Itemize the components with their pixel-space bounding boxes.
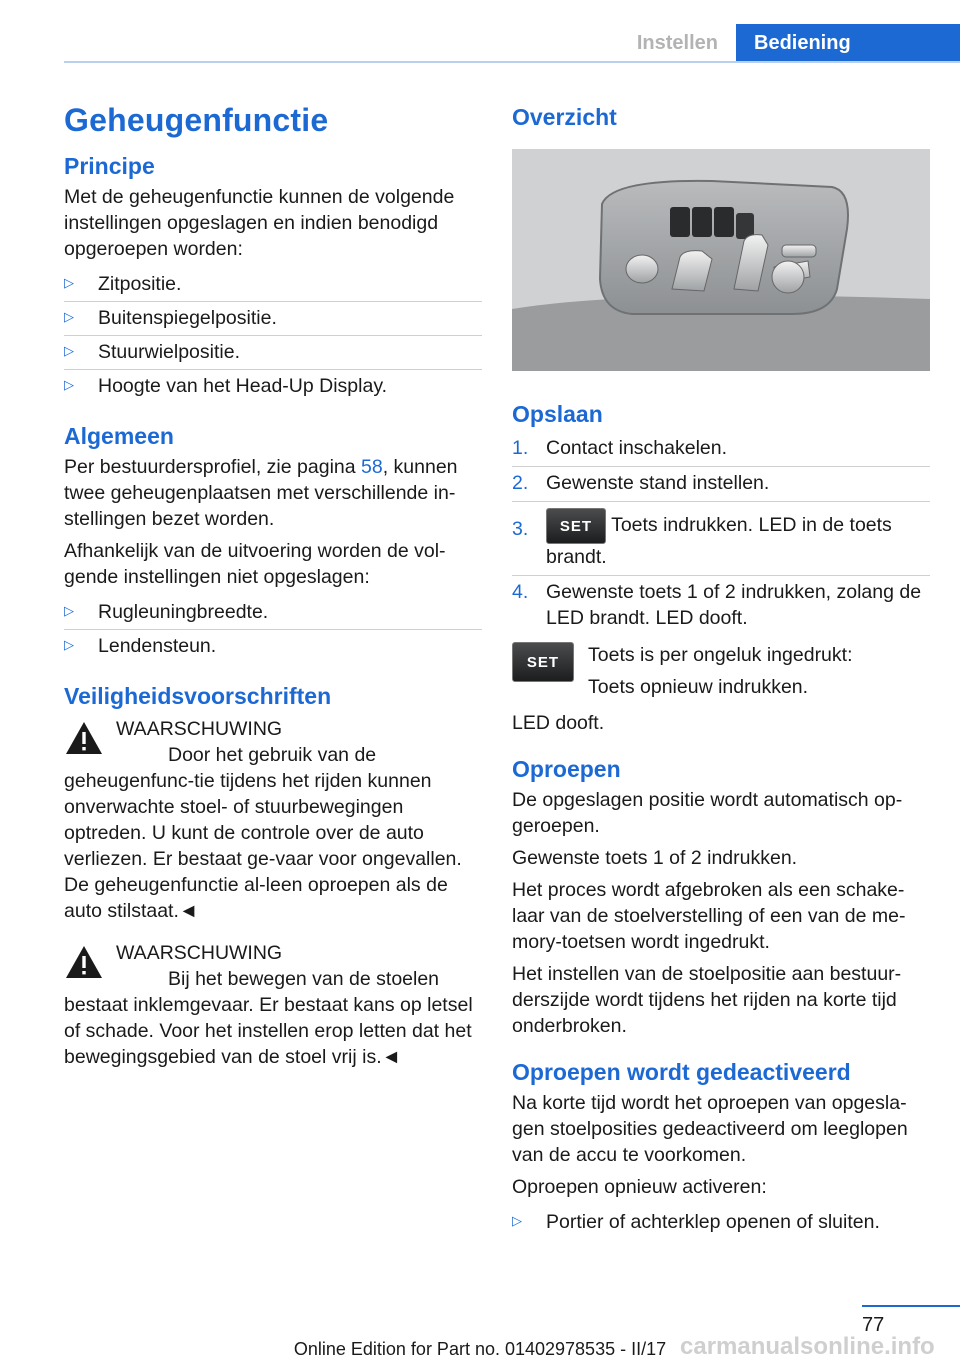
list-item: 2. Gewenste stand instellen. bbox=[512, 467, 930, 502]
heading-overzicht: Overzicht bbox=[512, 104, 617, 130]
set-button-icon: SET bbox=[512, 642, 574, 682]
page-title: Geheugenfunctie bbox=[64, 102, 329, 138]
triangle-bullet-icon: ▷ bbox=[64, 377, 74, 392]
heading-principe: Principe bbox=[64, 153, 155, 179]
algemeen-text-2: Afhankelijk van de uitvoering worden de vol-gende instellingen niet opgeslagen: bbox=[64, 540, 446, 588]
header-divider bbox=[64, 61, 960, 63]
list-item: ▷ Rugleuningbreedte. bbox=[64, 596, 482, 630]
note-line-1: Toets is per ongeluk ingedrukt: bbox=[588, 644, 853, 666]
triangle-bullet-icon: ▷ bbox=[512, 1213, 522, 1228]
note-line-2: Toets opnieuw indrukken. bbox=[588, 676, 809, 698]
warning-title: WAARSCHUWING bbox=[116, 718, 283, 740]
list-item: ▷ Portier of achterklep openen of sluiten. bbox=[512, 1211, 880, 1233]
seat-controls-photo bbox=[512, 149, 930, 371]
warning-triangle-icon bbox=[64, 720, 104, 756]
triangle-bullet-icon: ▷ bbox=[64, 275, 74, 290]
right-column bbox=[512, 96, 930, 1243]
list-item: ▷ Hoogte van het Head-Up Display. bbox=[64, 375, 388, 397]
triangle-bullet-icon: ▷ bbox=[64, 637, 74, 652]
heading-oproepen: Oproepen bbox=[512, 756, 621, 782]
watermark: carmanualsonline.info bbox=[680, 1333, 935, 1360]
footer-divider bbox=[862, 1305, 960, 1307]
gedeactiveerd-list bbox=[512, 1206, 930, 1239]
algemeen-list bbox=[64, 596, 482, 663]
seat-control-panel-image bbox=[512, 149, 930, 371]
list-item: ▷ Zitpositie. bbox=[64, 268, 482, 302]
list-item: ▷ Stuurwielpositie. bbox=[64, 336, 482, 370]
heading-gedeactiveerd: Oproepen wordt gedeactiveerd bbox=[512, 1059, 851, 1085]
principe-text: Met de geheugenfunctie kunnen de volgende instellingen opgeslagen en indien benodigd opgeroepen worden: bbox=[64, 186, 455, 260]
oproepen-p4: Het instellen van de stoelpositie aan bestuur-derszijde wordt tijdens het rijden na korte tijd onderbroken. bbox=[512, 963, 902, 1037]
gedeactiveerd-p2: Oproepen opnieuw activeren: bbox=[512, 1176, 767, 1198]
warning-block-1 bbox=[64, 714, 482, 924]
note-block bbox=[512, 642, 930, 706]
tab-instellen[interactable]: Instellen bbox=[619, 24, 736, 62]
principe-list bbox=[64, 268, 482, 403]
list-item: ▷ Lendensteun. bbox=[64, 635, 217, 657]
heading-opslaan: Opslaan bbox=[512, 401, 603, 427]
edition-text: Online Edition for Part no. 01402978535 - II/17 bbox=[293, 1339, 667, 1359]
warning-triangle-icon bbox=[64, 944, 104, 980]
oproepen-p2: Gewenste toets 1 of 2 indrukken. bbox=[512, 847, 798, 869]
list-item: 4. Gewenste toets 1 of 2 indrukken, zolang de LED brandt. LED dooft. bbox=[512, 581, 922, 629]
warning-block-2 bbox=[64, 938, 482, 1070]
list-item: ▷ Buitenspiegelpositie. bbox=[64, 302, 482, 336]
triangle-bullet-icon: ▷ bbox=[64, 309, 74, 324]
header-tabs bbox=[619, 24, 960, 62]
heading-veiligheid: Veiligheidsvoorschriften bbox=[64, 683, 332, 709]
warning-title: WAARSCHUWING bbox=[116, 942, 283, 964]
set-button-icon: SET bbox=[546, 508, 606, 544]
opslaan-steps bbox=[512, 432, 930, 636]
list-item: 3. SET Toets indrukken. LED in de toets brandt. bbox=[512, 502, 930, 576]
oproepen-p1: De opgeslagen positie wordt automatisch op-geroepen. bbox=[512, 789, 903, 837]
left-column bbox=[64, 96, 482, 1084]
gedeactiveerd-p1: Na korte tijd wordt het oproepen van opgesla-gen stoelposities gedeactiveerd om leeglopen van de accu te voorkomen. bbox=[512, 1092, 908, 1166]
warning-text: Bij het bewegen van de stoelen bestaat inklemgevaar. Er bestaat kans op letsel of schade. Voor het instellen erop letten dat het bewegingsgebied van de stoel vrij is.◄ bbox=[64, 968, 473, 1068]
oproepen-p3: Het proces wordt afgebroken als een schake-laar van de stoelverstelling of een van de me-mory-toetsen wordt ingedrukt. bbox=[512, 879, 906, 953]
list-item: 1. Contact inschakelen. bbox=[512, 432, 930, 467]
tab-bediening[interactable]: Bediening bbox=[736, 24, 960, 62]
led-dooft-text: LED dooft. bbox=[512, 712, 605, 734]
triangle-bullet-icon: ▷ bbox=[64, 343, 74, 358]
triangle-bullet-icon: ▷ bbox=[64, 603, 74, 618]
heading-algemeen: Algemeen bbox=[64, 423, 174, 449]
algemeen-text: Per bestuurdersprofiel, zie pagina 58, kunnen twee geheugenplaatsen met verschillende in-stellingen bezet worden. bbox=[64, 456, 458, 530]
page-link-58[interactable]: 58 bbox=[361, 456, 383, 478]
page-number: 77 bbox=[862, 1314, 885, 1336]
warning-text: Door het gebruik van de geheugenfunc-tie tijdens het rijden kunnen onverwachte stoel- of stuurbewegingen optreden. U kunt de controle over de auto verliezen. Er bestaat ge-vaar voor ongevallen. De geheugenfunctie al-leen oproepen als de auto stilstaat.◄ bbox=[64, 744, 462, 922]
